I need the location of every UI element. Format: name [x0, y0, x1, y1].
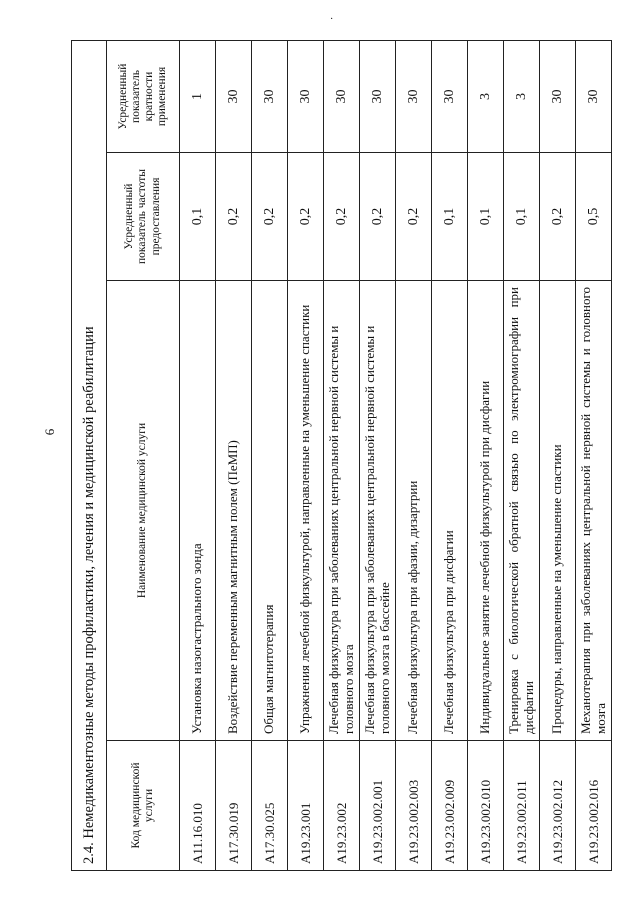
service-name: Установка назогастрального зонда — [180, 281, 216, 741]
service-code: A19.23.001 — [288, 741, 324, 871]
col-header-name: Наименование медицинской услуги — [107, 281, 180, 741]
table-row — [468, 40, 504, 870]
service-name: Лечебная физкультура при дисфагии — [432, 281, 468, 741]
scan-speck: · — [330, 14, 334, 25]
service-code: A17.30.019 — [216, 741, 252, 871]
col-header-multiplicity: Усредненный показатель кратности применения — [107, 40, 180, 152]
table-row — [576, 40, 612, 870]
service-code: A19.23.002.001 — [360, 741, 396, 871]
service-frequency: 0,1 — [468, 153, 504, 281]
service-name: Индивидуальное занятие лечебной физкультурой при дисфагии — [468, 281, 504, 741]
service-name: Лечебная физкультура при заболеваниях центральной нервной системы и головного мозга — [324, 281, 360, 741]
service-frequency: 0,5 — [576, 153, 612, 281]
service-code: A11.16.010 — [180, 741, 216, 871]
service-code: A19.23.002.016 — [576, 741, 612, 871]
service-name: Лечебная физкультура при заболеваниях центральной нервной системы и головного мозга в бассейне — [360, 281, 396, 741]
table-row — [180, 40, 216, 870]
service-multiplicity: 30 — [540, 40, 576, 152]
service-frequency: 0,2 — [360, 153, 396, 281]
service-name: Тренировка с биологической обратной связью по электромиографии при дисфагии — [504, 281, 540, 741]
service-name: Процедуры, направленные на уменьшение спастики — [540, 281, 576, 741]
services-table — [71, 40, 612, 871]
service-code: A19.23.002.010 — [468, 741, 504, 871]
service-name: Воздействие переменным магнитным полем (ПеМП) — [216, 281, 252, 741]
table-row — [360, 40, 396, 870]
rotated-table-container — [71, 41, 608, 871]
service-code: A19.23.002.012 — [540, 741, 576, 871]
service-multiplicity: 3 — [504, 40, 540, 152]
service-code: A19.23.002.011 — [504, 741, 540, 871]
service-frequency: 0,2 — [252, 153, 288, 281]
table-row — [504, 40, 540, 870]
service-name: Упражнения лечебной физкультурой, направленные на уменьшение спастики — [288, 281, 324, 741]
table-row — [432, 40, 468, 870]
service-name: Лечебная физкультура при афазии, дизартрии — [396, 281, 432, 741]
service-code: A17.30.025 — [252, 741, 288, 871]
service-code: A19.23.002.003 — [396, 741, 432, 871]
table-row — [288, 40, 324, 870]
service-frequency: 0,2 — [324, 153, 360, 281]
header-row — [107, 40, 180, 870]
service-multiplicity: 1 — [180, 40, 216, 152]
service-multiplicity: 30 — [360, 40, 396, 152]
service-name: Механотерапия при заболеваниях центральной нервной системы и головного мозга — [576, 281, 612, 741]
table-row — [216, 40, 252, 870]
service-code: A19.23.002.009 — [432, 741, 468, 871]
service-multiplicity: 30 — [432, 40, 468, 152]
service-frequency: 0,2 — [396, 153, 432, 281]
service-multiplicity: 30 — [252, 40, 288, 152]
service-frequency: 0,2 — [288, 153, 324, 281]
service-multiplicity: 30 — [576, 40, 612, 152]
col-header-code: Код медицинской услуги — [107, 741, 180, 871]
table-row — [396, 40, 432, 870]
service-frequency: 0,2 — [540, 153, 576, 281]
service-multiplicity: 3 — [468, 40, 504, 152]
service-multiplicity: 30 — [288, 40, 324, 152]
table-row — [324, 40, 360, 870]
table-row — [252, 40, 288, 870]
service-frequency: 0,1 — [504, 153, 540, 281]
service-frequency: 0,1 — [432, 153, 468, 281]
col-header-frequency: Усредненный показатель частоты предоставления — [107, 153, 180, 281]
service-name: Общая магнитотерапия — [252, 281, 288, 741]
service-frequency: 0,1 — [180, 153, 216, 281]
page-number: 6 — [42, 428, 57, 436]
section-title: 2.4. Немедикаментозные методы профилактики, лечения и медицинской реабилитации — [72, 40, 107, 870]
service-code: A19.23.002 — [324, 741, 360, 871]
service-frequency: 0,2 — [216, 153, 252, 281]
table-row — [540, 40, 576, 870]
service-multiplicity: 30 — [324, 40, 360, 152]
service-multiplicity: 30 — [216, 40, 252, 152]
service-multiplicity: 30 — [396, 40, 432, 152]
